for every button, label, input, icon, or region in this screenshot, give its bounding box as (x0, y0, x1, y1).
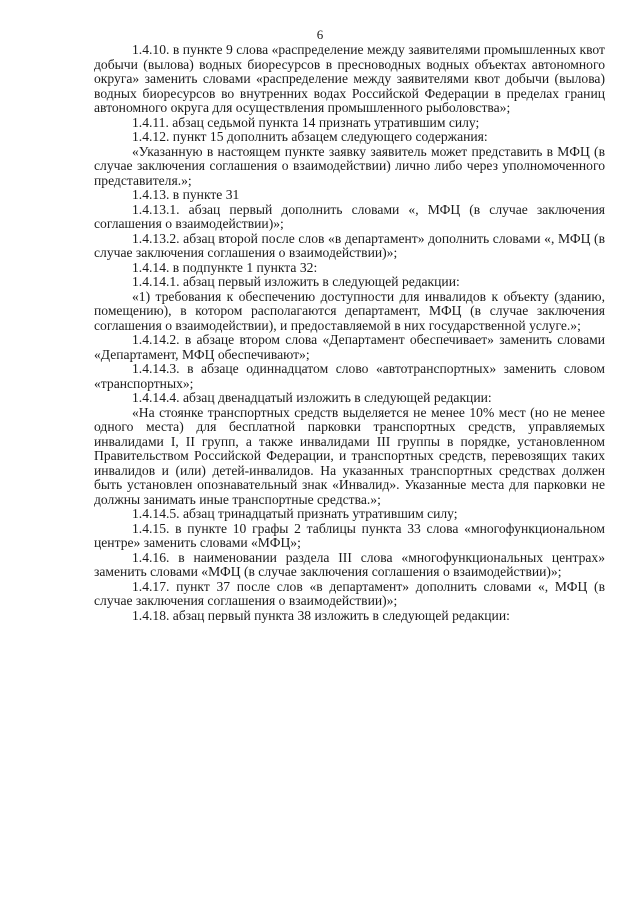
quoted-paragraph: «На стоянке транспортных средств выделяется не менее 10% мест (но не менее одного места) для бесплатной парковки транспортных средств, управляемых инвалидами I, II групп, а также инвалидами III группы в порядке, установленном Правительством Российской Федерации, и транспортных средств, перевозящих таких инвалидов и (или) детей-инвалидов. На указанных транспортных средствах должен быть установлен опознавательный знак «Инвалид». Указанные места для парковки не должны занимать иные транспортные средства.»; (94, 404, 605, 507)
paragraph-1-4-14-5: 1.4.14.5. абзац тринадцатый признать утратившим силу; (132, 506, 458, 521)
paragraph-1-4-18: 1.4.18. абзац первый пункта 38 изложить в следующей редакции: (132, 607, 510, 623)
document-body (94, 43, 605, 623)
paragraph-1-4-14-1: 1.4.14.1. абзац первый изложить в следующей редакции: (132, 274, 460, 289)
quoted-paragraph: «1) требования к обеспечению доступности для инвалидов к объекту (зданию, помещению), в котором располагаются департамент, МФЦ (в случае заключения соглашения о взаимодействии), и предоставляемой в них государственной услуге.»; (94, 288, 605, 333)
paragraph-1-4-14-4: 1.4.14.4. абзац двенадцатый изложить в следующей редакции: (132, 390, 492, 405)
paragraph-1-4-10: 1.4.10. в пункте 9 слова «распределение между заявителями промышленных квот добычи (вылова) водных биоресурсов в пресноводных водных объектах автономного округа» заменить словами «распределение между заявителями квот добычи (вылова) водных биоресурсов во внутренних водах Российской Федерации в пределах границ автономного округа для осуществления промышленного рыболовства»; (94, 42, 605, 115)
paragraph-1-4-14-3: 1.4.14.3. в абзаце одиннадцатом слово «автотранспортных» заменить словом «транспортных»; (94, 361, 605, 391)
paragraph-1-4-13-1: 1.4.13.1. абзац первый дополнить словами «, МФЦ (в случае заключения соглашения о взаимодействии)»; (94, 201, 605, 231)
paragraph-1-4-13-2: 1.4.13.2. абзац второй после слов «в департамент» дополнить словами «, МФЦ (в случае заключения соглашения о взаимодействии)»; (94, 230, 605, 260)
paragraph-1-4-13: 1.4.13. в пункте 31 (132, 187, 240, 202)
paragraph-1-4-11: 1.4.11. абзац седьмой пункта 14 признать утратившим силу; (132, 114, 480, 130)
paragraph-1-4-16: 1.4.16. в наименовании раздела III слова «многофункциональных центрах» заменить словами «МФЦ (в случае заключения соглашения о взаимодействии)»; (94, 549, 605, 579)
paragraph-1-4-14: 1.4.14. в подпункте 1 пункта 32: (132, 259, 318, 275)
page-number: 6 (316, 27, 324, 42)
paragraph-1-4-15: 1.4.15. в пункте 10 графы 2 таблицы пункта 33 слова «многофункциональном центре» заменить словами «МФЦ»; (94, 520, 605, 550)
paragraph-1-4-14-2: 1.4.14.2. в абзаце втором слова «Департамент обеспечивает» заменить словами «Департамент, МФЦ обеспечивают»; (94, 332, 605, 362)
paragraph-1-4-12: 1.4.12. пункт 15 дополнить абзацем следующего содержания: (132, 129, 488, 144)
paragraph-1-4-17: 1.4.17. пункт 37 после слов «в департамент» дополнить словами «, МФЦ (в случае заключения соглашения о взаимодействии)»; (94, 578, 605, 608)
quoted-paragraph: «Указанную в настоящем пункте заявку заявитель может представить в МФЦ (в случае заключения соглашения о взаимодействии) лично либо через уполномоченного представителя.»; (94, 143, 605, 188)
